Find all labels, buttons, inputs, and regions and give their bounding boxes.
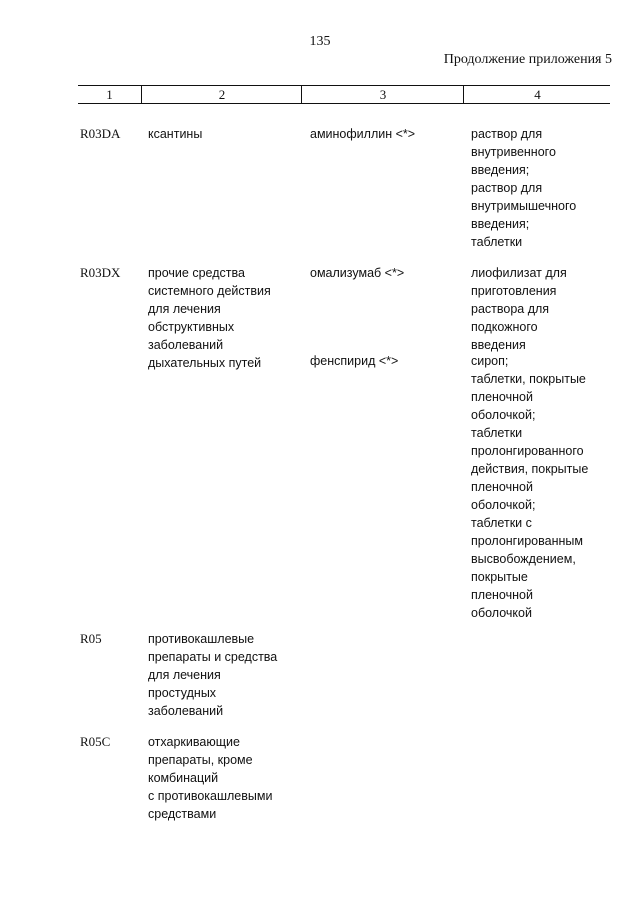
header-col-3: 3 [301, 86, 464, 103]
header-col-1: 1 [106, 87, 113, 102]
row-drug: омализумаб <*> [310, 266, 405, 280]
row-name: отхаркивающие препараты, кроме комбинаций с противокашлевыми средствами [148, 735, 273, 821]
table-header [78, 85, 610, 104]
page-number: 135 [309, 34, 331, 49]
row-form: лиофилизат для приготовления раствора для подкожного введения [471, 266, 567, 352]
header-col-4: 4 [463, 86, 611, 103]
row-form: раствор для внутривенного введения; раствор для внутримышечного введения; таблетки [471, 127, 577, 249]
row-drug: фенспирид <*> [310, 354, 399, 368]
row-name: ксантины [148, 127, 203, 141]
row-name: прочие средства системного действия для лечения обструктивных заболеваний дыхательных путей [148, 266, 271, 370]
row-code: R03DA [80, 126, 121, 141]
row-code: R05 [80, 631, 102, 646]
continuation-title: Продолжение приложения 5 [443, 52, 612, 67]
row-code: R03DX [80, 265, 121, 280]
row-code: R05C [80, 734, 111, 749]
row-name: противокашлевые препараты и средства для лечения простудных заболеваний [148, 632, 278, 718]
row-form: сироп; таблетки, покрытые пленочной оболочкой; таблетки пролонгированного действия, покрытые пленочной оболочкой; таблетки с пролонгированным высвобождением, покрытые пленочной оболочкой [471, 354, 589, 620]
header-col-2: 2 [141, 86, 302, 103]
row-drug: аминофиллин <*> [310, 127, 416, 141]
